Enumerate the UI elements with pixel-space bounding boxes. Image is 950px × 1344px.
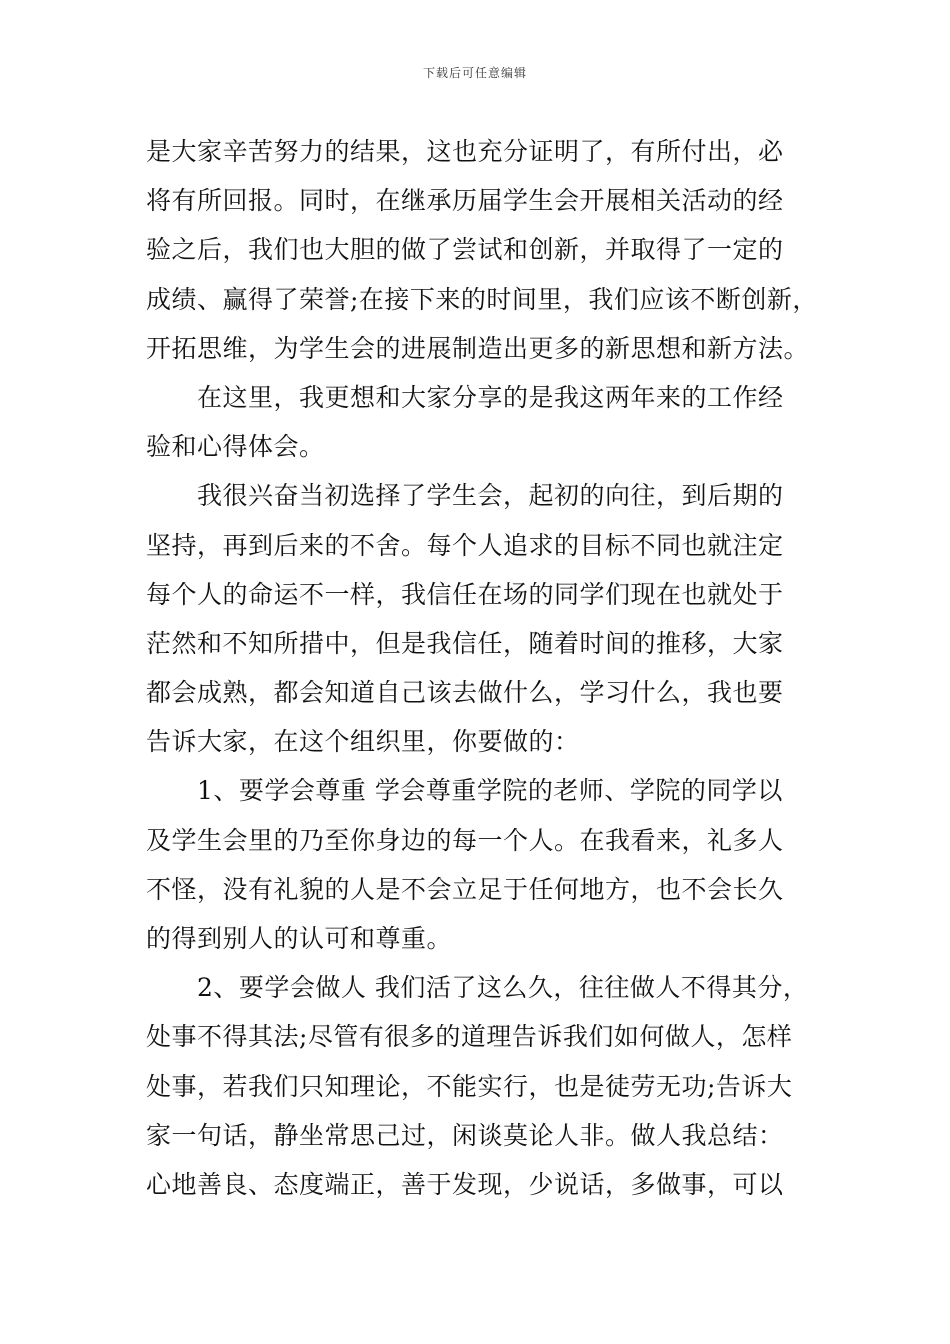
text-line: 心地善良、态度端正，善于发现，少说话，多做事，可以	[146, 1169, 784, 1199]
paragraph-start-line: 1、要学会尊重 学会尊重学院的老师、学院的同学以	[197, 776, 783, 806]
text-line: 验和心得体会。	[146, 432, 325, 462]
paragraph-start-line: 我很兴奋当初选择了学生会，起初的向往，到后期的	[197, 481, 784, 511]
text-line: 不怪，没有礼貌的人是不会立足于任何地方，也不会长久	[146, 874, 784, 904]
paragraph-start-line: 在这里，我更想和大家分享的是我这两年来的工作经	[197, 382, 784, 412]
paragraph-start-line: 2、要学会做人 我们活了这么久，往往做人不得其分，	[197, 973, 809, 1003]
body-text	[146, 127, 816, 1209]
text-line: 成绩、赢得了荣誉;在接下来的时间里，我们应该不断创新，	[146, 284, 818, 314]
text-line: 是大家辛苦努力的结果，这也充分证明了，有所付出，必	[146, 137, 784, 166]
page-header: 下载后可任意编辑	[422, 66, 527, 80]
text-line: 及学生会里的乃至你身边的每一个人。在我看来，礼多人	[146, 825, 784, 855]
text-line: 家一句话，静坐常思己过，闲谈莫论人非。做人我总结：	[146, 1120, 784, 1150]
text-line: 将有所回报。同时，在继承历届学生会开展相关活动的经	[146, 186, 784, 216]
text-line: 坚持，再到后来的不舍。每个人追求的目标不同也就注定	[146, 530, 784, 560]
text-line: 的得到别人的认可和尊重。	[146, 924, 453, 953]
text-line: 处事，若我们只知理论，不能实行，也是徒劳无功;告诉大	[146, 1071, 793, 1101]
text-line: 每个人的命运不一样，我信任在场的同学们现在也就处于	[146, 579, 784, 609]
text-line: 验之后，我们也大胆的做了尝试和创新，并取得了一定的	[146, 235, 784, 265]
text-line: 都会成熟，都会知道自己该去做什么，学习什么，我也要	[146, 678, 784, 708]
text-line: 处事不得其法;尽管有很多的道理告诉我们如何做人，怎样	[146, 1022, 793, 1052]
text-line: 开拓思维，为学生会的进展制造出更多的新思想和新方法。	[146, 333, 810, 363]
text-line: 茫然和不知所措中，但是我信任，随着时间的推移，大家	[146, 628, 784, 658]
text-line: 告诉大家，在这个组织里，你要做的：	[146, 727, 580, 757]
